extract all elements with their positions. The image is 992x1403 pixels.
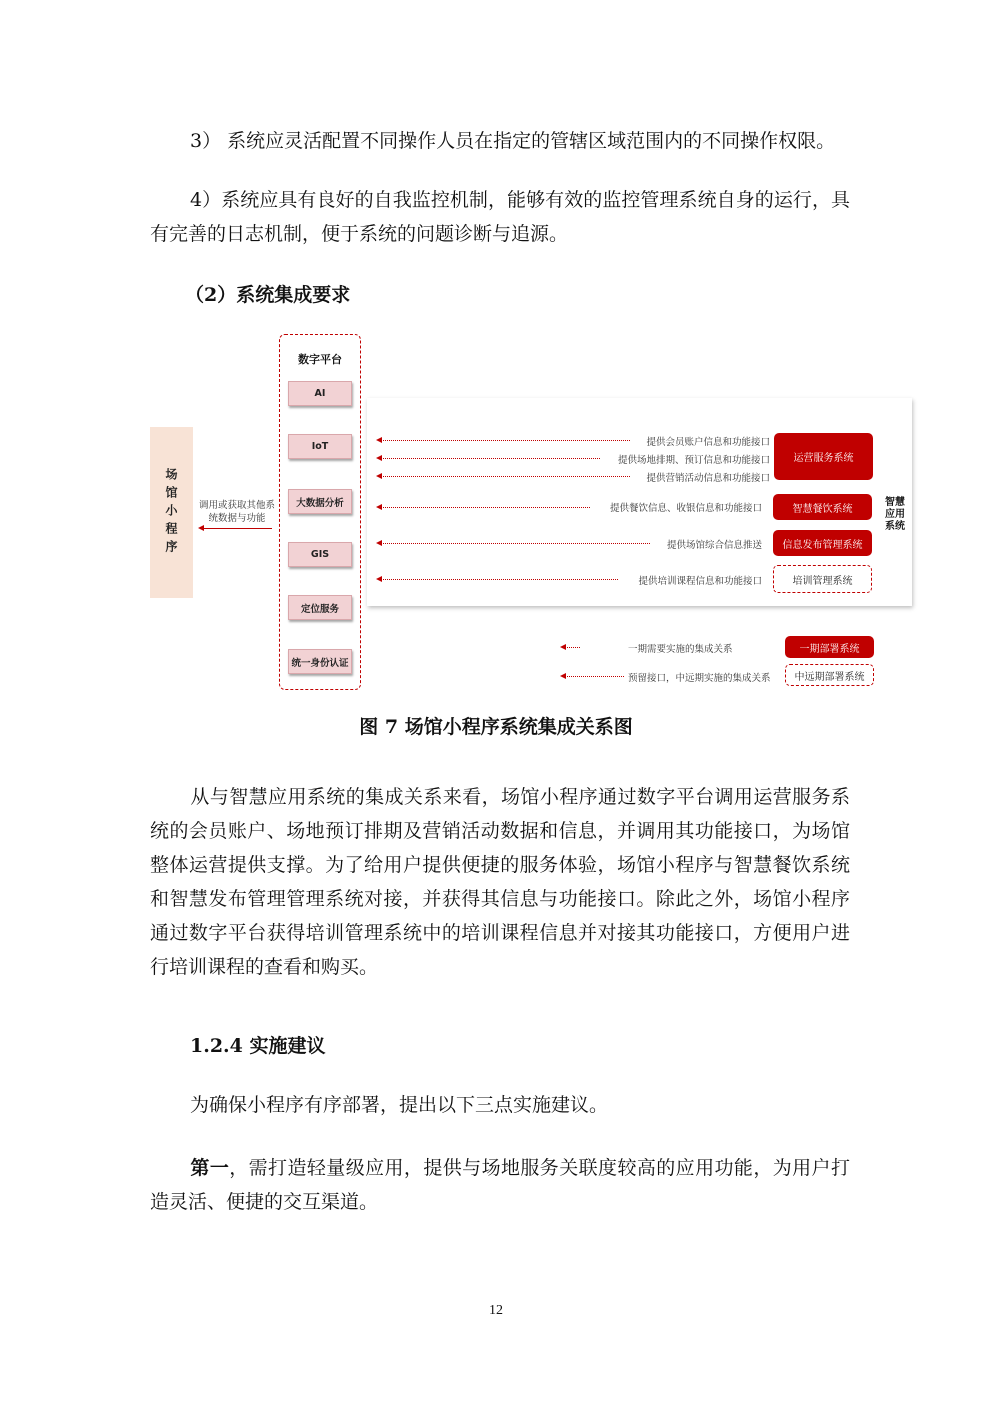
legend-future-box: 中远期部署系统	[785, 664, 874, 686]
digital-platform	[279, 334, 361, 690]
service-big-data: 大数据分析	[288, 489, 352, 514]
interface-label: 提供场地排期、预订信息和功能接口	[617, 455, 770, 466]
info-publishing-system: 信息发布管理系统	[773, 530, 872, 556]
service-unified-identity: 统一身份认证	[288, 649, 352, 674]
legend-future-text: 预留接口，中远期实施的集成关系	[628, 673, 771, 684]
training-mgmt-system: 培训管理系统	[773, 565, 872, 593]
page-number: 12	[489, 1303, 503, 1318]
legend-arrow-future	[562, 676, 624, 677]
smart-catering-system: 智慧餐饮系统	[773, 494, 872, 520]
section-heading: （2）系统集成要求	[185, 284, 351, 306]
venue-miniprogram-box	[150, 427, 193, 598]
ops-service-system: 运营服务系统	[774, 433, 873, 480]
service-ai: AI	[288, 381, 352, 406]
integration-diagram	[0, 0, 992, 700]
smart-app-label: 智慧应用系统	[885, 497, 905, 532]
interface-label: 提供场馆综合信息推送	[666, 540, 762, 551]
legend-phase1-text: 一期需要实施的集成关系	[628, 644, 733, 655]
call-arrow	[200, 528, 272, 529]
interface-arrow	[378, 458, 600, 459]
body-paragraph-2	[150, 1088, 850, 1122]
interface-arrow	[378, 543, 650, 544]
venue-miniprogram-label: 场馆小程序	[164, 467, 178, 558]
figure-caption: 图 7 场馆小程序系统集成关系图	[359, 716, 633, 738]
body-paragraph-1-text: 从与智慧应用系统的集成关系来看，场馆小程序通过数字平台调用运营服务系统的会员账户、场地预订排期及营销活动数据和信息，并调用其功能接口，为场馆整体运营提供支撑。为了给用户提供便捷的服务体验，场馆小程序与智慧餐饮系统和智慧发布管理管理系统对接，并获得其信息与功能接口。除此之外，场馆小程序通过数字平台获得培训管理系统中的培训课程信息并对接其功能接口，方便用户进行培训课程的查看和购买。	[150, 786, 850, 978]
interface-arrow	[378, 440, 630, 441]
platform-title: 数字平台	[298, 353, 342, 366]
requirement-4-text: 4）系统应具有良好的自我监控机制，能够有效的监控管理系统自身的运行，具有完善的日志机制，便于系统的问题诊断与追源。	[150, 189, 850, 245]
interface-arrow	[378, 507, 590, 508]
service-gis: GIS	[288, 542, 352, 567]
interface-label: 提供营销活动信息和功能接口	[646, 473, 770, 484]
call-data-label: 调用或获取其他系统数据与功能	[199, 500, 276, 524]
interface-arrow	[378, 579, 618, 580]
requirement-3: 3） 系统应灵活配置不同操作人员在指定的管辖区域范围内的不同操作权限。	[190, 130, 836, 152]
legend-phase1-box: 一期部署系统	[785, 636, 874, 658]
service-positioning: 定位服务	[288, 595, 352, 620]
body-paragraph-3-text: ，需打造轻量级应用，提供与场地服务关联度较高的应用功能，为用户打造灵活、便捷的交互渠道。	[150, 1157, 850, 1213]
interface-label: 提供餐饮信息、收银信息和功能接口	[609, 503, 762, 514]
body-paragraph-3	[150, 1151, 850, 1219]
interface-arrow	[378, 476, 630, 477]
interface-label: 提供培训课程信息和功能接口	[638, 576, 762, 587]
interface-label: 提供会员账户信息和功能接口	[646, 437, 770, 448]
body-paragraph-3-lead: 第一	[190, 1157, 230, 1179]
subsection-heading: 1.2.4 实施建议	[190, 1035, 326, 1057]
body-paragraph-1	[150, 780, 850, 984]
service-iot: IoT	[288, 434, 352, 459]
legend-arrow-phase1	[562, 647, 580, 648]
body-paragraph-2-text: 为确保小程序有序部署，提出以下三点实施建议。	[190, 1094, 609, 1116]
